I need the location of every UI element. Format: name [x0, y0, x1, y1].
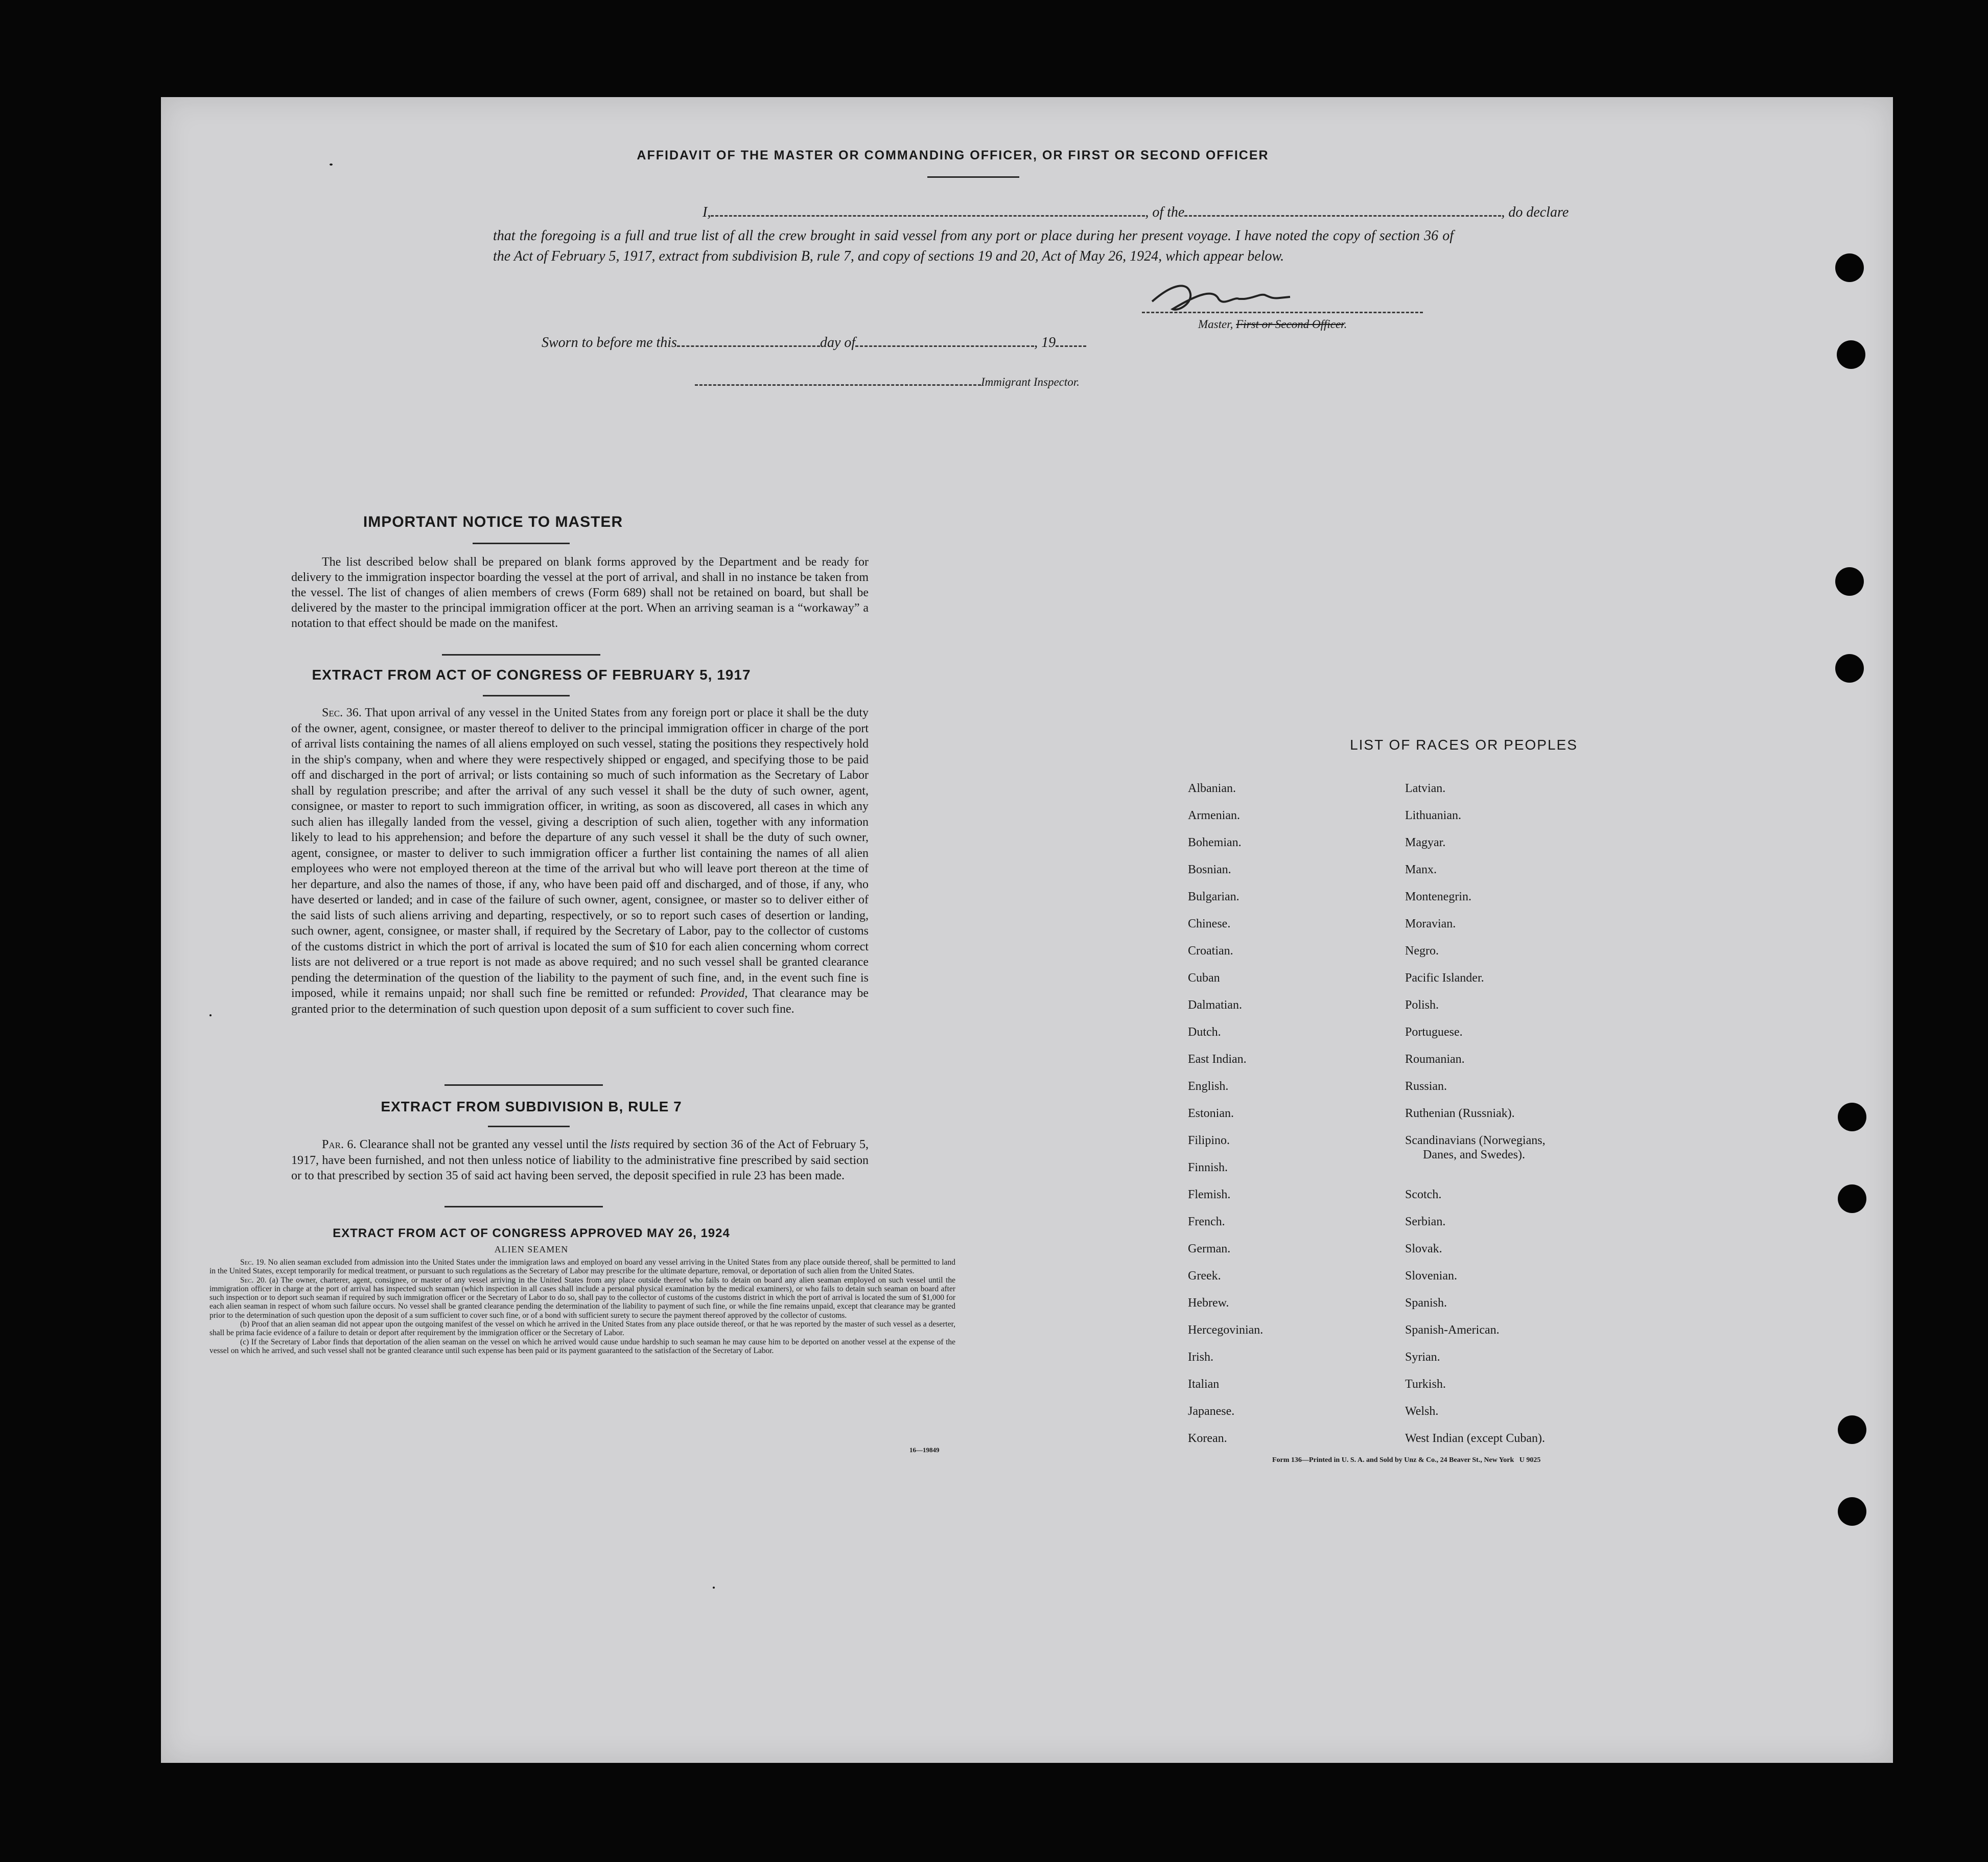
- race-item: Hercegovinian.: [1188, 1323, 1264, 1337]
- inspector-line: [695, 376, 1080, 389]
- binder-hole: [1835, 567, 1864, 596]
- race-item: Slovenian.: [1405, 1269, 1457, 1283]
- sec36-text-2: That clearance may be granted prior to the determination of such question upon deposit of a sum sufficient to cover such fine.: [291, 987, 869, 1016]
- sec20b-paragraph: (b) Proof that an alien seaman did not appear upon the outgoing manifest of the vessel on which he arrived in the United States from any place outside thereof, or that he was reported by the master of such vessel as a deserter, shall be prima facie evidence of a failure to detain or deport after requirement by the immigration officer or the Secretary of Labor.: [209, 1320, 955, 1338]
- race-item: Danes, and Swedes).: [1423, 1148, 1525, 1161]
- extract-rule7-end-divider: [445, 1206, 603, 1207]
- race-item: Pacific Islander.: [1405, 971, 1484, 985]
- race-item: Spanish.: [1405, 1296, 1447, 1310]
- race-item: Montenegrin.: [1405, 890, 1471, 903]
- race-item: Finnish.: [1188, 1161, 1228, 1174]
- sworn-day-of: day of: [820, 335, 856, 351]
- race-item: Scandinavians (Norwegians,: [1405, 1134, 1546, 1147]
- race-item: Negro.: [1405, 944, 1439, 958]
- race-item: German.: [1188, 1242, 1231, 1255]
- race-item: Cuban: [1188, 971, 1220, 985]
- caption-end: .: [1344, 318, 1347, 331]
- notice-title: IMPORTANT NOTICE TO MASTER: [363, 514, 623, 530]
- race-item: French.: [1188, 1215, 1225, 1228]
- sec20a-text: (a) The owner, charterer, agent, consignee, or master of any vessel arriving in the United States from any place outside thereof who fails to detain on board any alien seaman employed on such vessel until the immigration officer in charge at the port of arrival has inspected such seaman (which inspection in all cases shall include a personal physical examination by the medical examiners), or who fails to detain such seaman on board after such inspection or to deport such seaman if required by such immigration officer or the Secretary of Labor to do so, shall pay to the collector of customs of the customs district in which the port of arrival is located the sum of $1,000 for each alien seaman in respect of whom such failure occurs. No vessel shall be granted clearance pending the determination of the liability to payment of such fine, or while the fine remains unpaid, except that clearance may be granted prior to the determination of such question upon the deposit of a sum sufficient to cover such fine, or of a bond with sufficient surety to secure the payment thereof approved by the collector of customs.: [209, 1275, 955, 1320]
- race-item: Welsh.: [1405, 1405, 1439, 1418]
- affidavit-declare-line: [703, 204, 1617, 221]
- binder-hole: [1835, 654, 1864, 683]
- form-print-note: Form 136—Printed in U. S. A. and Sold by Unz & Co., 24 Beaver St., New York U 9025: [1272, 1456, 1541, 1464]
- binder-hole: [1838, 1103, 1866, 1131]
- race-item: Moravian.: [1405, 917, 1456, 930]
- extract-1917-body: [291, 705, 869, 1017]
- signature-line: [1142, 312, 1423, 313]
- extract-1924-subtitle: ALIEN SEAMEN: [494, 1244, 569, 1254]
- caption-struck-officer: First or Second Officer: [1236, 318, 1344, 331]
- vessel-blank[interactable]: [1184, 212, 1501, 217]
- scan-speck: [713, 1587, 715, 1589]
- race-item: Lithuanian.: [1405, 809, 1461, 822]
- sec20-label: Sec. 20.: [240, 1275, 267, 1285]
- extract-rule7-divider: [488, 1126, 570, 1127]
- race-item: Bohemian.: [1188, 836, 1242, 849]
- race-item: Dalmatian.: [1188, 998, 1242, 1012]
- notice-body: The list described below shall be prepared on blank forms approved by the Department and be ready for delivery to the immigration inspector boarding the vessel at the port of arrival, and shall in no instance be taken from the vessel. The list of changes of alien members of crews (Form 689) shall not be retained on board, but shall be delivered by the master to the principal immigration officer at the port. When an arriving seaman is a “workaway” a notation to that effect should be made on the manifest.: [291, 555, 869, 630]
- races-title: LIST OF RACES OR PEOPLES: [1350, 737, 1578, 753]
- race-item: Flemish.: [1188, 1188, 1231, 1201]
- race-item: Scotch.: [1405, 1188, 1442, 1201]
- notice-end-divider: [442, 654, 600, 656]
- sworn-day-blank[interactable]: [677, 342, 820, 347]
- par6-text-2: required by section 36 of the Act of February 5, 1917, have been furnished, and not then unless notice of liability to the administrative fine prescribed by said section or to that prescribed by section 35 of said act having been served, the deposit specified in rule 23 has been made.: [291, 1138, 869, 1182]
- title-divider: [927, 176, 1019, 178]
- label-of-the: , of the: [1145, 204, 1185, 220]
- race-item: Portuguese.: [1405, 1026, 1463, 1039]
- race-item: Bosnian.: [1188, 863, 1231, 876]
- race-item: Russian.: [1405, 1080, 1447, 1093]
- race-item: Polish.: [1405, 998, 1439, 1012]
- race-item: Greek.: [1188, 1269, 1221, 1283]
- race-item: Japanese.: [1188, 1405, 1235, 1418]
- par6-text-1: Clearance shall not be granted any vessel until the: [359, 1138, 607, 1151]
- race-item: Armenian.: [1188, 809, 1240, 822]
- race-item: Latvian.: [1405, 782, 1446, 795]
- sec36-label: Sec. 36.: [322, 706, 362, 719]
- caption-master: Master,: [1198, 318, 1233, 331]
- document-page: [161, 97, 1893, 1763]
- binder-hole: [1838, 1497, 1866, 1526]
- race-item: Spanish-American.: [1405, 1323, 1500, 1337]
- extract-rule7-title: EXTRACT FROM SUBDIVISION B, RULE 7: [381, 1099, 682, 1114]
- race-item: Dutch.: [1188, 1026, 1221, 1039]
- sworn-text: Sworn to before me this: [542, 335, 677, 351]
- signature-caption: [1198, 318, 1347, 331]
- race-item: Magyar.: [1405, 836, 1446, 849]
- sworn-year-blank[interactable]: [1056, 342, 1086, 347]
- par6-lists: lists: [610, 1138, 630, 1151]
- sworn-month-blank[interactable]: [855, 342, 1034, 347]
- extract-1917-divider: [483, 695, 570, 696]
- extract-1924-body: [209, 1258, 955, 1355]
- inspector-blank[interactable]: [695, 381, 981, 386]
- affidavit-body: that the foregoing is a full and true list of all the crew brought in said vessel from any port or place during her present voyage. I have noted the copy of section 36 of the Act of February 5, 1917, extract from subdivision B, rule 7, and copy of sections 19 and 20, Act of May 26, 1924, which appear below.: [493, 228, 1454, 264]
- sec36-provided: Provided,: [700, 987, 748, 1000]
- extract-1917-title: EXTRACT FROM ACT OF CONGRESS OF FEBRUARY 5, 1917: [312, 667, 751, 683]
- race-item: Slovak.: [1405, 1242, 1442, 1255]
- race-item: Bulgarian.: [1188, 890, 1239, 903]
- par6-label: Par. 6.: [322, 1138, 357, 1151]
- name-blank[interactable]: [711, 212, 1145, 217]
- sworn-year: , 19: [1034, 335, 1056, 351]
- race-item: English.: [1188, 1080, 1229, 1093]
- print-code: 16—19849: [909, 1446, 940, 1454]
- binder-hole: [1838, 1184, 1866, 1213]
- race-item: Serbian.: [1405, 1215, 1446, 1228]
- race-item: Italian: [1188, 1378, 1220, 1391]
- race-item: East Indian.: [1188, 1053, 1247, 1066]
- race-item: Syrian.: [1405, 1351, 1440, 1364]
- extract-rule7-body: [291, 1137, 869, 1184]
- inspector-label: Immigrant Inspector.: [981, 376, 1080, 388]
- label-i: I,: [703, 204, 711, 220]
- race-item: Estonian.: [1188, 1107, 1234, 1120]
- scan-speck: [209, 1014, 212, 1016]
- race-item: Filipino.: [1188, 1134, 1230, 1147]
- extract-1924-title: EXTRACT FROM ACT OF CONGRESS APPROVED MAY 26, 1924: [333, 1226, 730, 1240]
- sec19-label: Sec. 19.: [240, 1258, 266, 1267]
- scan-speck: [330, 164, 333, 166]
- sec20c-paragraph: (c) If the Secretary of Labor finds that deportation of the alien seaman on the vessel on which he arrived would cause undue hardship to such seaman he may cause him to be deported on another vessel at the expense of the vessel on which he arrived, and such vessel shall not be granted clearance until such expense has been paid or its payment guaranteed to the satisfaction of the Secretary of Labor.: [209, 1337, 955, 1355]
- race-item: Turkish.: [1405, 1378, 1446, 1391]
- race-item: Croatian.: [1188, 944, 1233, 958]
- race-item: Chinese.: [1188, 917, 1231, 930]
- sec19-paragraph: [209, 1258, 955, 1276]
- race-item: West Indian (except Cuban).: [1405, 1432, 1545, 1445]
- race-item: Irish.: [1188, 1351, 1213, 1364]
- sec19-text: No alien seaman excluded from admission into the United States under the immigration laws and employed on board any vessel arriving in the United States from any place outside thereof, shall be permitted to land in the United States, except temporarily for medical treatment, or pursuant to such regulations as the Secretary of Labor may prescribe for the ultimate departure, removal, or deportation of such alien from the United States.: [209, 1258, 955, 1276]
- binder-hole: [1835, 253, 1864, 282]
- notice-divider: [473, 543, 570, 544]
- sec36-text-1: That upon arrival of any vessel in the United States from any foreign port or place it shall be the duty of the owner, agent, consignee, or master thereof to deliver to the principal immigration officer in charge of the port of arrival lists containing the names of all aliens employed on such vessel, stating the positions they respectively hold in the ship's company, when and where they were respectively shipped or engaged, and specifying those to be paid off and discharged in the port of arrival; or lists containing so much of such information as the Secretary of Labor shall by regulation prescribe; and after the arrival of any such vessel it shall be the duty of such owner, agent, consignee, or master to report to such immigration officer, in writing, as soon as discovered, all cases in which any such alien has illegally landed from the vessel, giving a description of such alien, together with any information likely to lead to his apprehension; and before the departure of any such vessel it shall be the duty of such owner, agent, consignee, or master to deliver to such immigration officer a further list containing the names of all alien employees who were not employed thereon at the time of the arrival but who will leave port thereon at the time of her departure, and also the names of those, if any, who have been paid off and discharged, and of those, if any, who have deserted or landed; and in case of the failure of such owner, agent, consignee, or master so to deliver either of the said lists of such aliens arriving and departing, respectively, or so to report such cases of desertion or landing, such owner, agent, consignee, or master shall, if required by the Secretary of Labor, pay to the collector of customs of the customs district in which the port of arrival is located the sum of $10 for each alien concerning whom correct lists are not delivered or a true report is not made as above required; and no such vessel shall be granted clearance pending the determination of the question of the liability to the payment of such fine, and, in the event such fine is imposed, while it remains unpaid; nor shall such fine be remitted or refunded:: [291, 706, 869, 1000]
- race-item: Roumanian.: [1405, 1053, 1465, 1066]
- binder-hole: [1838, 1415, 1866, 1444]
- race-item: Korean.: [1188, 1432, 1227, 1445]
- race-item: Hebrew.: [1188, 1296, 1229, 1310]
- label-do-declare: , do declare: [1501, 204, 1569, 220]
- master-signature: [1142, 278, 1295, 319]
- extract-1917-end-divider: [445, 1084, 603, 1086]
- binder-hole: [1837, 340, 1865, 369]
- race-item: Albanian.: [1188, 782, 1236, 795]
- race-item: Ruthenian (Russniak).: [1405, 1107, 1515, 1120]
- race-item: Manx.: [1405, 863, 1437, 876]
- sworn-line: [542, 335, 1086, 351]
- sec20a-paragraph: [209, 1276, 955, 1320]
- affidavit-title: AFFIDAVIT OF THE MASTER OR COMMANDING OFFICER, OR FIRST OR SECOND OFFICER: [637, 148, 1269, 162]
